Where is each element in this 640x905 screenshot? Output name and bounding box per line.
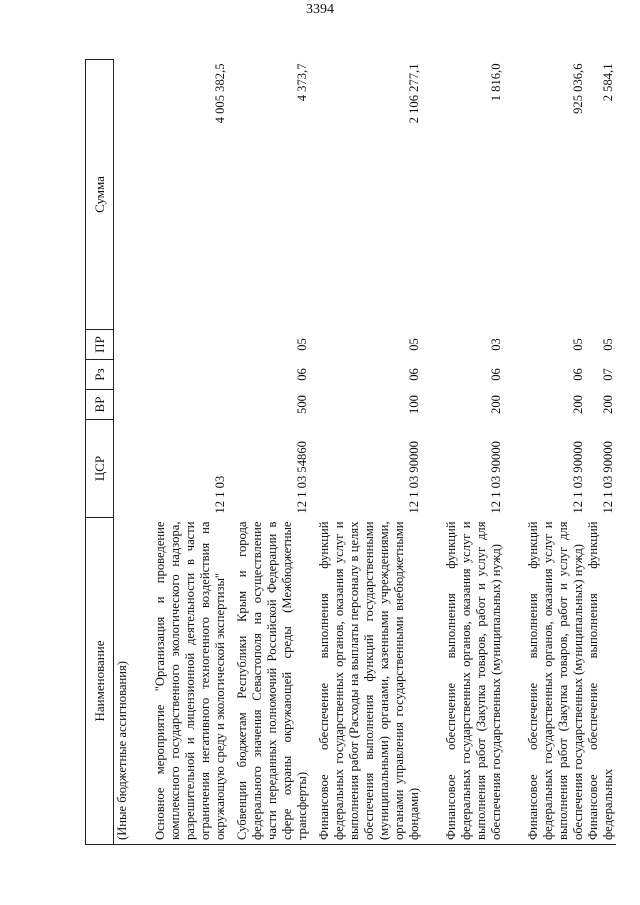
header-name: Наименование [86,518,114,845]
row-vr: 500 [295,395,309,414]
row-name: Финансовое обеспечение выполнения функций федеральных государственных органов, оказания услуг и выполнения работ (Расходы на выплаты персоналу в целях обеспечения выполнения функций государственными (муниципальными) органами, казенными учреждениями, органами управления государственными внебюджетными фондами) [310,518,422,845]
row-vr: 200 [571,395,585,414]
row-pr: 05 [601,338,615,351]
row-sum: 2 106 277,1 [407,63,421,124]
row-pr: 03 [489,338,503,351]
header-rz: Рз [86,360,114,390]
table-row [422,60,504,845]
row-rz: 06 [571,368,585,381]
table-row [130,60,228,845]
row-name: Основное мероприятие "Организация и проведение комплексного государственного экологического надзора, разрешительной и лицензионной деятельности в части ограничения негативного техногенного воздействия на окружающую среду и экологической экспертизы" [130,518,228,845]
row-name: Финансовое обеспечение выполнения функций федеральных государственных органов, оказания услуг и выполнения работ (Закупка товаров, работ и услуг для обеспечения государственных (муниципальных) нужд) [422,518,504,845]
row-csr: 12 1 03 90000 [571,441,585,514]
row-rz: 06 [295,368,309,381]
row-sum: 4 005 382,5 [213,63,227,124]
header-sum: Сумма [86,60,114,330]
row-rz [130,360,228,390]
row-csr: 12 1 03 [213,475,227,514]
budget-table [85,59,616,845]
row-pr [130,330,228,360]
row-csr: 12 1 03 90000 [489,441,503,514]
row-pr: 05 [295,338,309,351]
row-vr: 100 [407,395,421,414]
row-csr: 12 1 03 90000 [601,441,615,514]
row-name: Финансовое обеспечение выполнения функций федеральных [586,518,616,845]
row-sum: 2 584,1 [601,63,615,102]
rotated-table-container [85,60,615,845]
row-sum: 925 036,6 [571,63,585,114]
row-pr: 05 [571,338,585,351]
table-row [310,60,422,845]
table-row [228,60,310,845]
row-vr: 200 [489,395,503,414]
table-row [586,60,616,845]
row-vr: 200 [601,395,615,414]
row-csr: 12 1 03 90000 [407,441,421,514]
header-csr: ЦСР [86,420,114,518]
header-pr: ПР [86,330,114,360]
header-vr: ВР [86,390,114,420]
table-row [504,60,586,845]
row-vr [130,390,228,420]
row-csr: 12 1 03 54860 [295,441,309,514]
note-text: (Иные бюджетные ассигнования) [114,518,131,845]
row-rz: 06 [407,368,421,381]
row-name: Финансовое обеспечение выполнения функций федеральных государственных органов, оказания услуг и выполнения работ (Закупка товаров, работ и услуг для обеспечения государственных (муниципальных) нужд) [504,518,586,845]
page-number: 3394 [306,2,334,17]
table-row-note [114,60,131,845]
row-rz: 07 [601,368,615,381]
row-name: Субвенции бюджетам Республики Крым и города федерального значения Севастополя на осуществление части переданных полномочий Российской Федерации в сфере охраны окружающей среды (Межбюджетные трансферты) [228,518,310,845]
row-pr: 05 [407,338,421,351]
row-sum: 1 816,0 [489,63,503,102]
row-sum: 4 373,7 [295,63,309,102]
row-rz: 06 [489,368,503,381]
table-header-row [86,60,114,845]
